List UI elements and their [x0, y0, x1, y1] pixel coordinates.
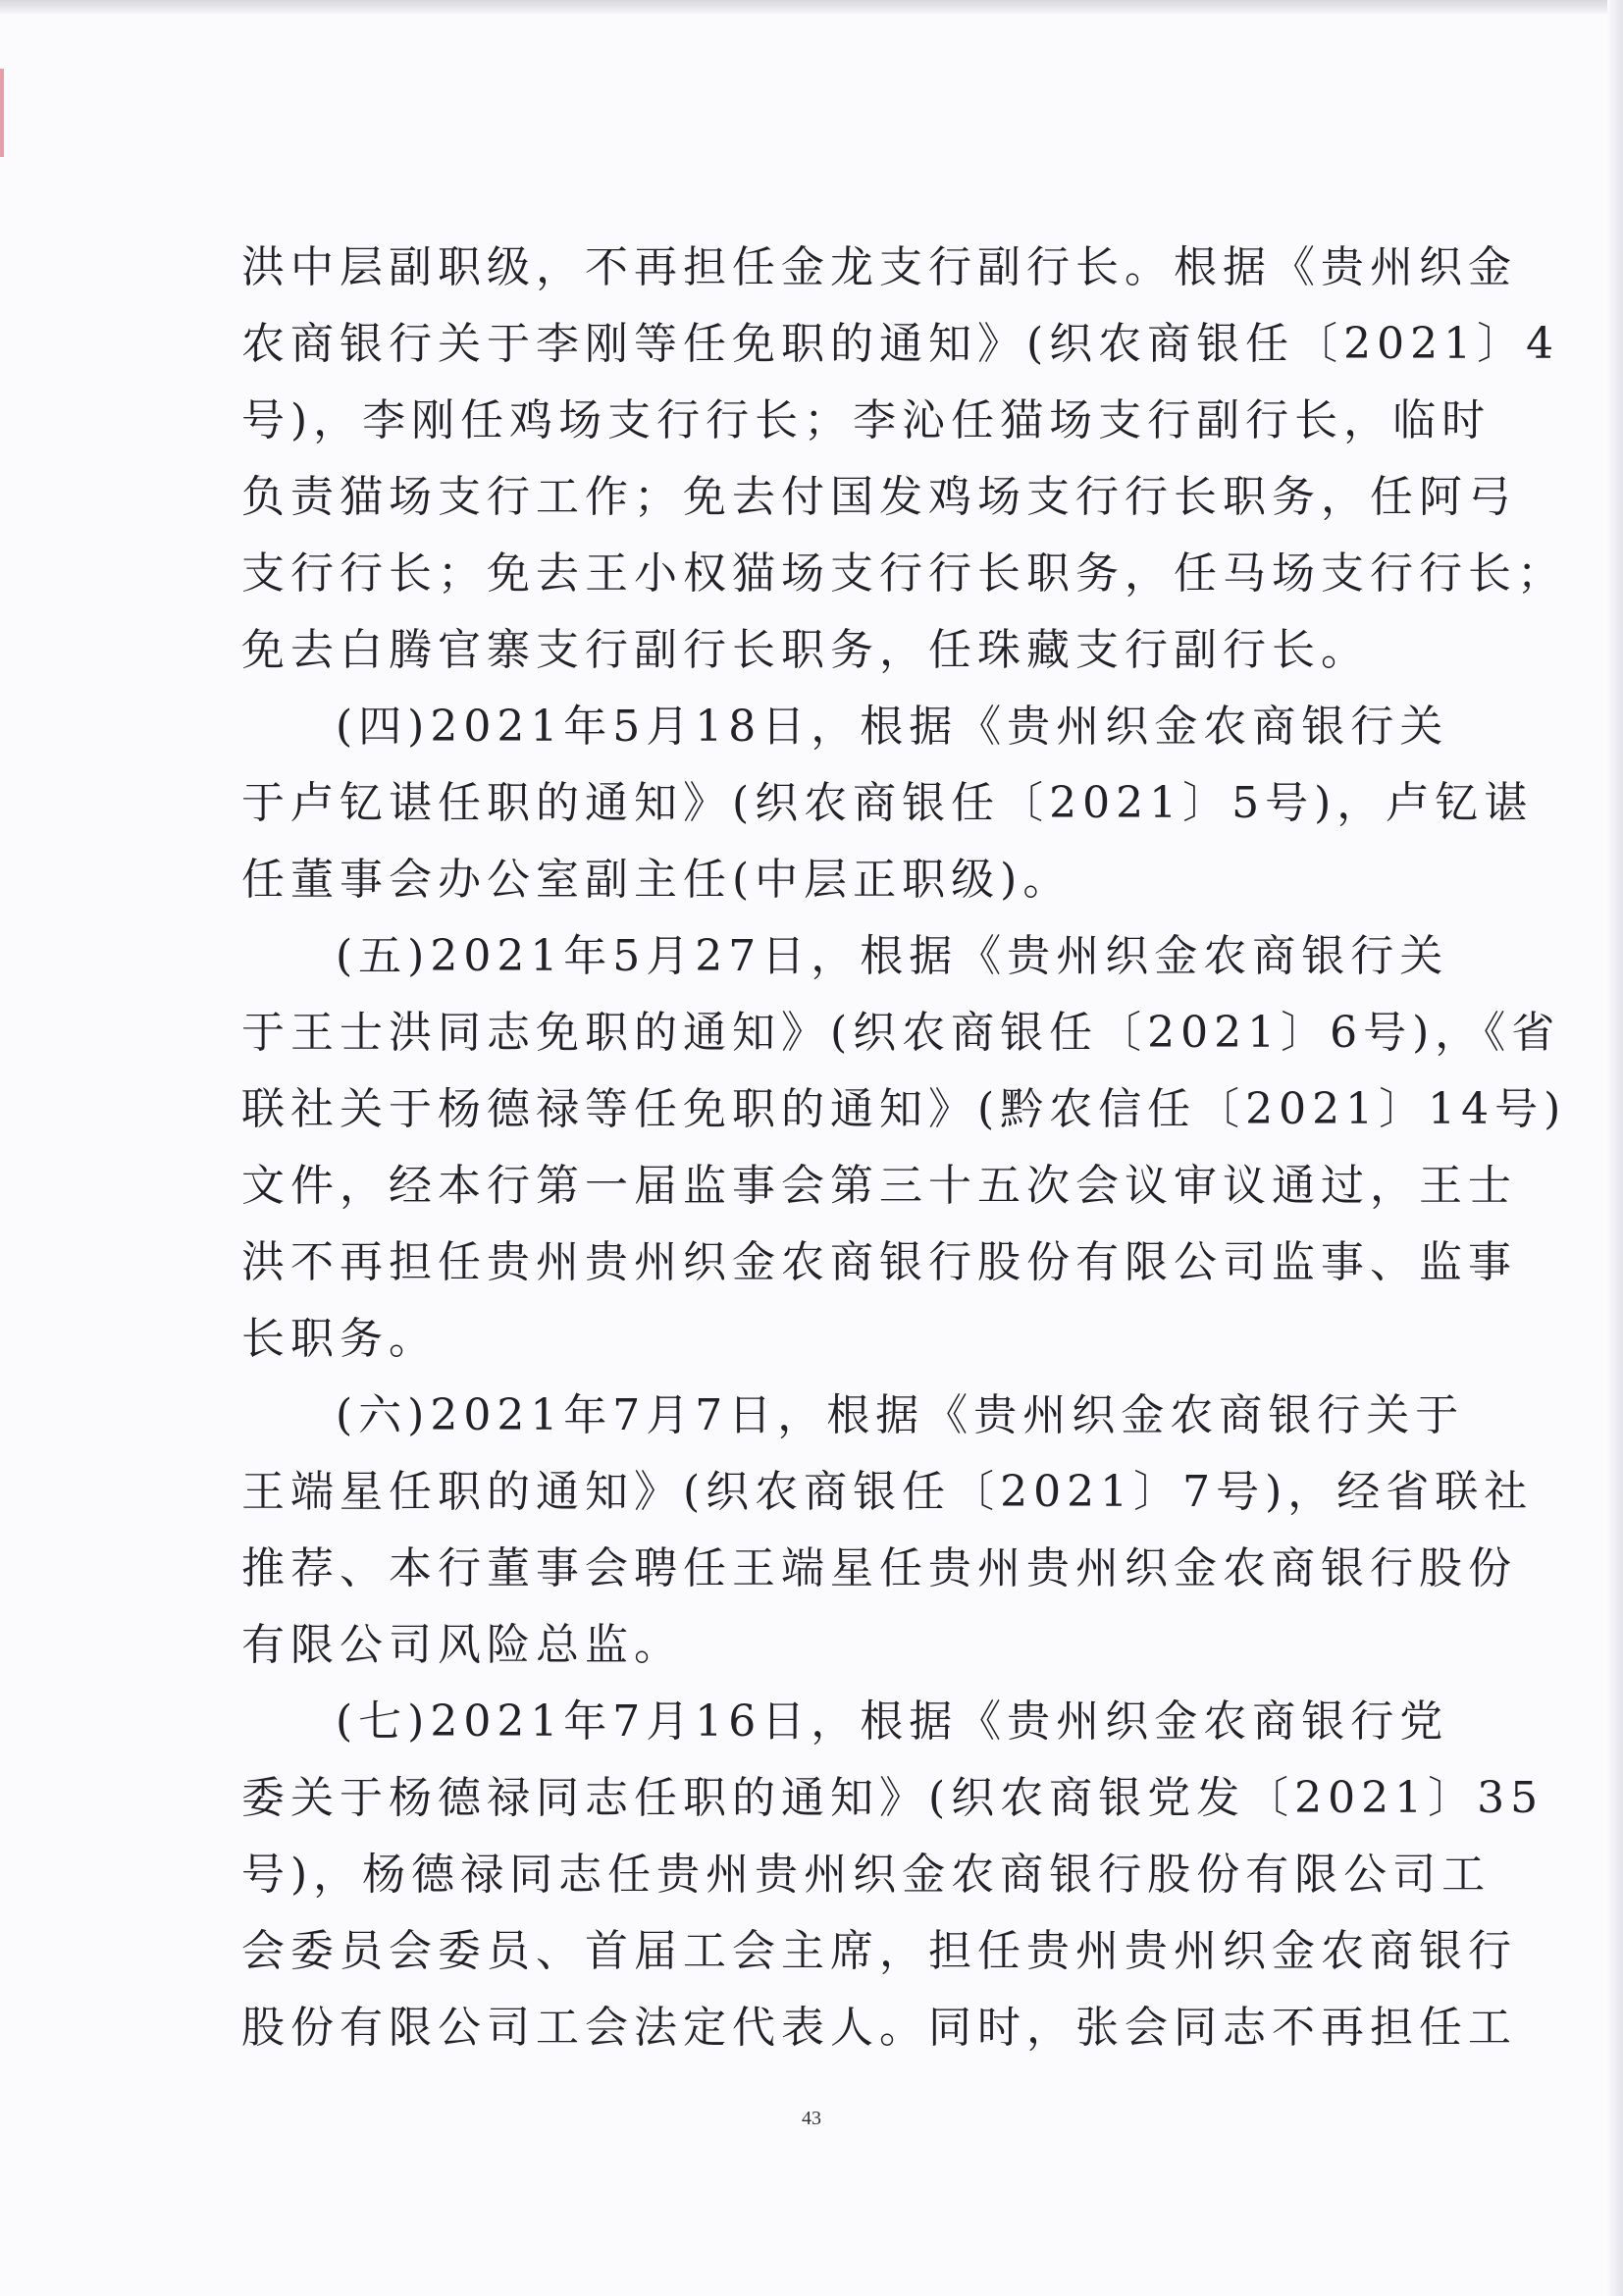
text-line: 联社关于杨德禄等任免职的通知》(黔农信任〔2021〕14号) — [241, 1084, 1567, 1134]
text-line: 委关于杨德禄同志任职的通知》(织农商银党发〔2021〕35 — [241, 1773, 1544, 1823]
text-line: 支行行长；免去王小权猫场支行行长职务，任马场支行行长； — [241, 548, 1566, 599]
text-line: 负责猫场支行工作；免去付国发鸡场支行行长职务，任阿弓 — [241, 472, 1517, 522]
page-number: 43 — [802, 2108, 821, 2129]
text-line: 王端星任职的通知》(织农商银任〔2021〕7号)，经省联社 — [241, 1467, 1534, 1517]
text-line: 推荐、本行董事会聘任王端星任贵州贵州织金农商银行股份 — [241, 1543, 1517, 1593]
scan-right-edge — [1607, 0, 1623, 2296]
text-line: (六)2021年7月7日，根据《贵州织金农商银行关于 — [336, 1390, 1465, 1440]
scan-top-edge — [0, 0, 1623, 14]
text-line: 有限公司风险总监。 — [241, 1620, 683, 1670]
scan-left-mark — [0, 69, 4, 157]
text-line: 免去白腾官寨支行副行长职务，任珠藏支行副行长。 — [241, 625, 1370, 675]
text-line: 文件，经本行第一届监事会第三十五次会议审议通过，王士 — [241, 1161, 1517, 1211]
text-line: 洪中层副职级，不再担任金龙支行副行长。根据《贵州织金 — [241, 242, 1517, 292]
text-line: 会委员会委员、首届工会主席，担任贵州贵州织金农商银行 — [241, 1926, 1517, 1976]
text-line: 任董事会办公室副主任(中层正职级)。 — [241, 855, 1073, 905]
text-line: (四)2021年5月18日，根据《贵州织金农商银行关 — [336, 702, 1449, 752]
text-line: 长职务。 — [241, 1314, 438, 1364]
text-line: 号)，李刚任鸡场支行行长；李沁任猫场支行副行长，临时 — [241, 395, 1492, 445]
text-line: 号)，杨德禄同志任贵州贵州织金农商银行股份有限公司工 — [241, 1850, 1492, 1900]
text-line: 农商银行关于李刚等任免职的通知》(织农商银任〔2021〕4 — [241, 319, 1560, 369]
body-text — [241, 230, 1567, 2066]
text-line: 于王士洪同志免职的通知》(织农商银任〔2021〕6号)，《省 — [241, 1008, 1561, 1058]
text-line: (七)2021年7月16日，根据《贵州织金农商银行党 — [336, 1696, 1449, 1747]
text-line: 股份有限公司工会法定代表人。同时，张会同志不再担任工 — [241, 2003, 1517, 2053]
text-line: (五)2021年5月27日，根据《贵州织金农商银行关 — [336, 931, 1449, 981]
text-line: 于卢钇谌任职的通知》(织农商银任〔2021〕5号)，卢钇谌 — [241, 778, 1534, 828]
text-line: 洪不再担任贵州贵州织金农商银行股份有限公司监事、监事 — [241, 1237, 1517, 1287]
